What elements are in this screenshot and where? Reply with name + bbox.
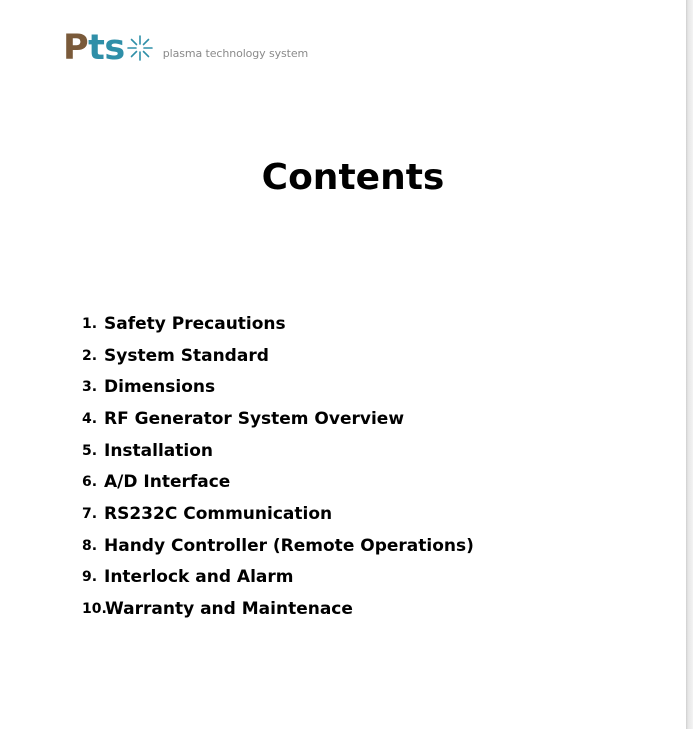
toc-item-label: A/D Interface <box>104 472 231 493</box>
toc-item-label: Handy Controller (Remote Operations) <box>104 535 474 556</box>
logo-wordmark: Pts <box>63 28 125 68</box>
toc-item-label: Warranty and Maintenace <box>105 599 353 620</box>
sparkle-icon <box>126 34 154 62</box>
toc-item-label: RS232C Communication <box>104 503 333 524</box>
toc-item-label: System Standard <box>104 345 269 366</box>
toc-item-label: RF Generator System Overview <box>104 408 405 429</box>
toc-item[interactable] <box>82 562 474 594</box>
toc-item-number: 4. <box>82 410 98 427</box>
toc-item[interactable] <box>82 530 474 562</box>
toc-item-number: 2. <box>82 347 98 364</box>
logo-tagline: plasma technology system <box>162 47 309 60</box>
page-edge-shadow <box>686 0 693 729</box>
toc-item[interactable] <box>82 308 474 340</box>
toc-item-number: 10. <box>82 601 107 618</box>
toc-item[interactable] <box>82 435 474 467</box>
toc-item-number: 1. <box>82 315 98 332</box>
toc-item-label: Interlock and Alarm <box>104 567 294 588</box>
toc-item[interactable] <box>82 403 474 435</box>
toc-item-label: Dimensions <box>104 377 216 398</box>
toc-item[interactable] <box>82 593 474 625</box>
toc-item-number: 5. <box>82 442 98 459</box>
toc-item[interactable] <box>82 371 474 403</box>
toc-item-number: 7. <box>82 505 98 522</box>
toc-item[interactable] <box>82 498 474 530</box>
company-logo <box>63 26 308 66</box>
toc-item-number: 6. <box>82 474 98 491</box>
toc-item-number: 8. <box>82 537 98 554</box>
table-of-contents <box>82 308 474 625</box>
toc-item[interactable] <box>82 340 474 372</box>
toc-item-number: 3. <box>82 379 98 396</box>
page-title: Contents <box>261 157 445 198</box>
toc-item-label: Safety Precautions <box>104 313 286 334</box>
toc-item[interactable] <box>82 466 474 498</box>
toc-item-number: 9. <box>82 569 98 586</box>
toc-item-label: Installation <box>104 440 214 461</box>
